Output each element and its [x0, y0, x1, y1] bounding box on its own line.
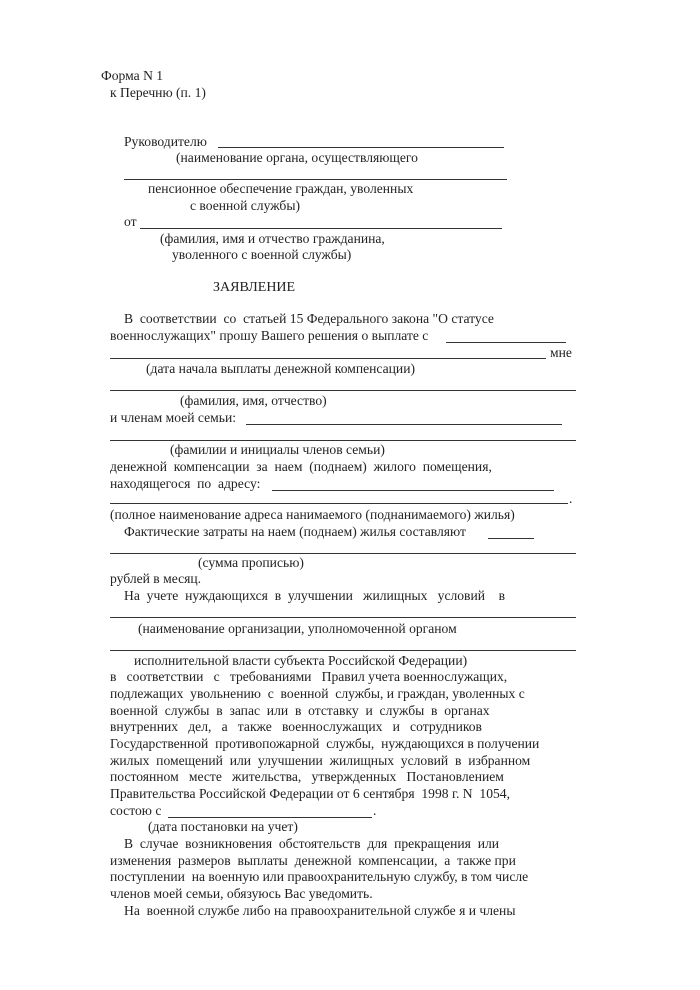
paragraph-line: Государственной противопожарной службы, нуждающихся в получении: [110, 736, 540, 751]
paragraph-line: членов моей семьи, обязуюсь Вас уведомить.: [110, 886, 373, 901]
registered-date-field[interactable]: [168, 817, 372, 818]
form-number: Форма N 1: [101, 68, 164, 83]
family-label: и членам моей семьи:: [110, 410, 236, 425]
field-hint: исполнительной власти субъекта Российской Федерации): [134, 653, 468, 668]
org-field-2[interactable]: [110, 650, 576, 651]
document-title: ЗАЯВЛЕНИЕ: [213, 280, 296, 295]
from-hint: уволенного с военной службы): [172, 247, 352, 262]
paragraph-line: жилых помещений или улучшении жилищных условий в избранном: [110, 753, 531, 768]
paragraph-line: На военной службе либо на правоохранительной службе я и члены: [124, 903, 516, 918]
start-date-field-2[interactable]: [110, 358, 546, 359]
field-hint: (сумма прописью): [198, 555, 304, 570]
sum-field-2[interactable]: [110, 553, 576, 554]
paragraph-line: внутренних дел, а также военнослужащих и сотрудников: [110, 719, 482, 734]
paragraph-line: мне: [550, 345, 572, 360]
field-hint: (фамилия, имя, отчество): [180, 393, 327, 408]
start-date-field[interactable]: [446, 342, 566, 343]
paragraph-line: военной службы в запас или в отставку и службы в органах: [110, 703, 490, 718]
field-hint: (наименование организации, уполномоченной органом: [138, 621, 457, 636]
paragraph-line: поступлении на военную или правоохранительную службу, в том числе: [110, 869, 529, 884]
paragraph-line: военнослужащих" прошу Вашего решения о выплате с: [110, 328, 429, 343]
registered-period: .: [373, 803, 377, 818]
addressee-field[interactable]: [218, 147, 504, 148]
addressee-hint: (наименование органа, осуществляющего: [176, 150, 418, 165]
paragraph-line: На учете нуждающихся в улучшении жилищных условий в: [124, 588, 506, 603]
addressee-label: Руководителю: [124, 134, 207, 149]
paragraph-line: В случае возникновения обстоятельств для прекращения или: [124, 836, 500, 851]
address-period: .: [569, 491, 573, 506]
paragraph-line: денежной компенсации за наем (поднаем) жилого помещения,: [110, 459, 492, 474]
from-hint: (фамилия, имя и отчество гражданина,: [160, 231, 385, 246]
family-field[interactable]: [246, 424, 562, 425]
addressee-field-2[interactable]: [124, 179, 507, 180]
paragraph-line: рублей в месяц.: [110, 571, 202, 586]
field-hint: (дата постановки на учет): [148, 819, 298, 834]
address-field-2[interactable]: [110, 503, 568, 504]
paragraph-line: Правительства Российской Федерации от 6 сентября 1998 г. N 1054,: [110, 786, 510, 801]
paragraph-line: подлежащих увольнению с военной службы, и граждан, уволенных с: [110, 686, 525, 701]
paragraph-line: в соответствии с требованиями Правил учета военнослужащих,: [110, 669, 508, 684]
address-field[interactable]: [272, 490, 554, 491]
paragraph-line: находящегося по адресу:: [110, 476, 261, 491]
addressee-hint: пенсионное обеспечение граждан, уволенных: [148, 181, 414, 196]
paragraph-line: Фактические затраты на наем (поднаем) жилья составляют: [124, 524, 466, 539]
addressee-hint: с военной службы): [190, 198, 300, 213]
paragraph-line: постоянном месте жительства, утвержденных Постановлением: [110, 769, 504, 784]
org-field[interactable]: [110, 617, 576, 618]
field-hint: (фамилии и инициалы членов семьи): [170, 442, 385, 457]
from-label: от: [124, 214, 137, 229]
sum-field[interactable]: [488, 538, 534, 539]
from-field[interactable]: [140, 228, 502, 229]
registered-label: состою с: [110, 803, 162, 818]
family-field-2[interactable]: [110, 440, 576, 441]
paragraph-line: В соответствии со статьей 15 Федерального закона "О статусе: [124, 311, 494, 326]
paragraph-line: изменения размеров выплаты денежной компенсации, а также при: [110, 853, 516, 868]
field-hint: (полное наименование адреса нанимаемого (поднанимаемого) жилья): [110, 507, 515, 522]
fio-field[interactable]: [110, 390, 576, 391]
form-appendix: к Перечню (п. 1): [110, 85, 206, 100]
field-hint: (дата начала выплаты денежной компенсации): [146, 361, 416, 376]
